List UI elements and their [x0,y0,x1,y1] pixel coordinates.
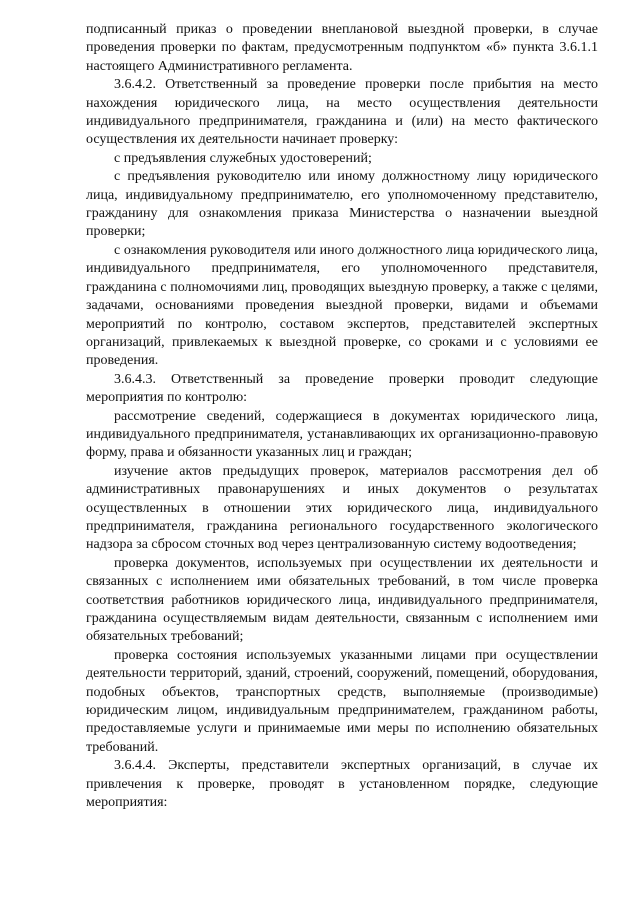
paragraph-3-6-4-4: 3.6.4.4. Эксперты, представители экспертных организаций, в случае их привлечения к проверке, проводят в установленном порядке, следующие мероприятия: [86,758,598,811]
paragraph-familiarization: с ознакомления руководителя или иного должностного лица юридического лица, индивидуального предпринимателя, его уполномоченного представителя, гражданина с полномочиями лиц, проводящих выездную проверку, а также с целями, задачами, основаниями проведения выездной проверки, видами и объемами мероприятий по контролю, составом экспертов, представителей экспертных организаций, привлекаемых к выездной проверке, со сроками и с условиями ее проведения. [86,242,598,369]
paragraph-present-credentials: с предъявления служебных удостоверений; [114,150,372,166]
paragraph-review-documents: рассмотрение сведений, содержащиеся в документах юридического лица, индивидуального предпринимателя, устанавливающих их организационно-правовую форму, права и обязанности указанных лиц и граждан; [86,408,598,461]
paragraph-present-order: с предъявления руководителю или иному должностному лицу юридического лица, индивидуальному предпринимателю, его уполномоченному представителю, гражданину для ознакомления приказа Министерства о назначении выездной проверки; [86,169,598,240]
paragraph-3-6-4-3: 3.6.4.3. Ответственный за проведение проверки проводит следующие мероприятия по контролю: [86,371,598,406]
paragraph-order-continuation: подписанный приказ о проведении внеплановой выездной проверки, в случае проведения проверки по фактам, предусмотренным подпунктом «б» пункта 3.6.1.1 настоящего Административного регламента. [86,22,598,74]
paragraph-study-acts: изучение актов предыдущих проверок, материалов рассмотрения дел об административных правонарушениях и иных документов о результатах осуществленных в отношении этих юридического лица, индивидуального предпринимателя, гражданина регионального государственного экологического надзора за сбросом сточных вод через централизованную систему водоотведения; [86,463,598,553]
paragraph-check-condition: проверка состояния используемых указанными лицами при осуществлении деятельности территорий, зданий, строений, сооружений, помещений, оборудования, подобных объектов, транспортных средств, выполняемые (производимые) юридическим лицом, индивидуальным предпринимателем, гражданином работы, предоставляемые услуги и принимаемые ими меры по исполнению обязательных требований. [86,647,598,755]
paragraph-3-6-4-2: 3.6.4.2. Ответственный за проведение проверки после прибытия на место нахождения юридического лица, на место осуществления деятельности индивидуального предпринимателя, гражданина и (или) на место фактического осуществления их деятельности начинает проверку: [86,77,598,148]
paragraph-check-documents: проверка документов, используемых при осуществлении их деятельности и связанных с исполнением ими обязательных требований, в том числе проверка соответствия работников юридического лица, индивидуального предпринимателя, гражданина осуществляемым видам деятельности, связанным с исполнением ими обязательных требований; [86,555,598,645]
